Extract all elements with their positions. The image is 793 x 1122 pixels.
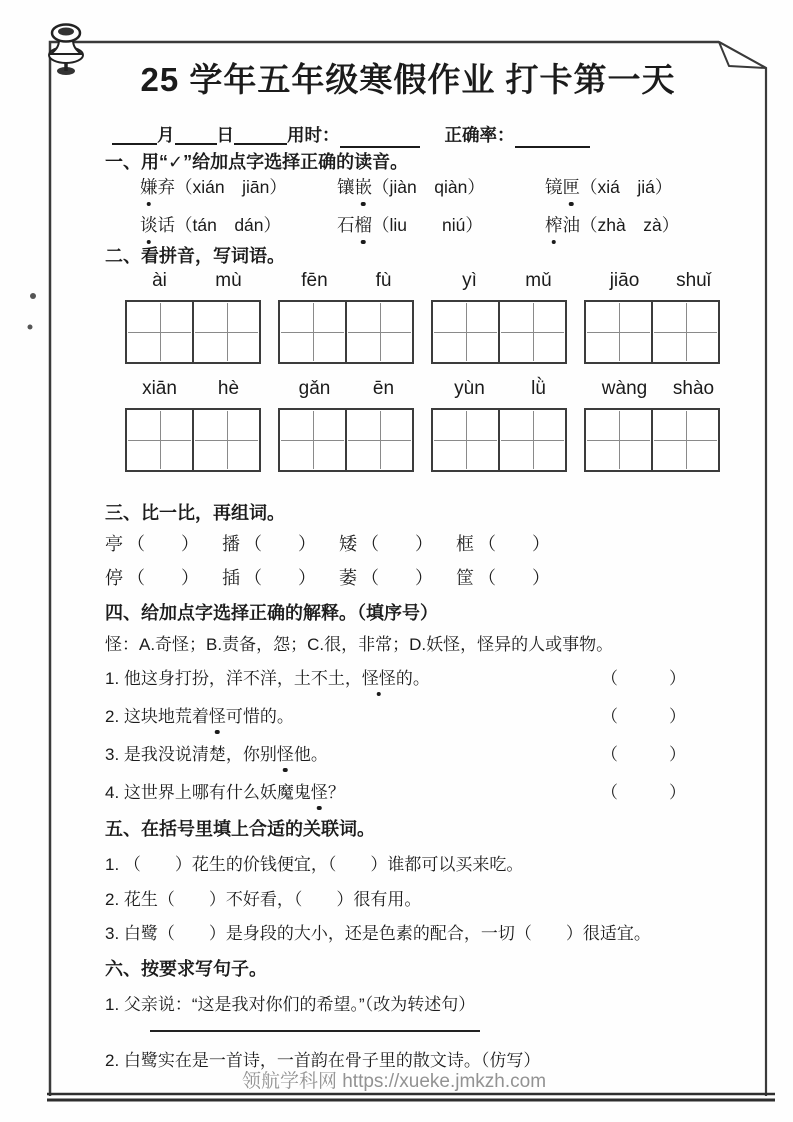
writing-grid-group bbox=[431, 300, 567, 364]
section-3-row-2 bbox=[105, 564, 573, 590]
writing-grid-box bbox=[431, 408, 500, 472]
watermark: 领航学科网 https://xueke.jmkzh.com bbox=[241, 1071, 547, 1092]
answer-parens: （ ） bbox=[244, 568, 316, 588]
pronunciation-item: 榨油（zhà zà） bbox=[545, 212, 679, 237]
pinyin-options: （jiàn qiàn） bbox=[372, 177, 485, 197]
pinyin-row-2 bbox=[125, 378, 745, 400]
accuracy-blank bbox=[515, 129, 590, 149]
word-compare-item: 插 （ ） bbox=[222, 568, 316, 588]
extra-blank bbox=[234, 126, 287, 146]
word-compare-item: 播 （ ） bbox=[222, 534, 316, 554]
dotted-char: 怪怪 bbox=[362, 664, 396, 689]
word-compare-item: 停 （ ） bbox=[105, 568, 199, 588]
pinyin-options: （liu niú） bbox=[372, 215, 483, 235]
time-label: 用时： bbox=[287, 125, 340, 145]
section-1-row-1 bbox=[140, 174, 672, 199]
section-1-heading: 一、用“✓”给加点字选择正确的读音。 bbox=[105, 152, 409, 172]
date-score-line bbox=[112, 122, 590, 148]
dotted-char: 榴 bbox=[355, 212, 373, 237]
pinyin-options: （xián jiān） bbox=[175, 177, 287, 197]
sentence: 4. 这世界上哪有什么妖魔鬼怪？ bbox=[105, 778, 345, 803]
section-2-heading: 二、看拼音，写词语。 bbox=[105, 246, 285, 266]
answer-parens: （ ） bbox=[601, 669, 686, 688]
dotted-char: 榨 bbox=[545, 212, 563, 237]
pinyin-pair: yì mǔ bbox=[462, 270, 552, 291]
writing-grid-box bbox=[431, 300, 500, 364]
sentence-task-item: 2. 白鹭实在是一首诗，一首韵在骨子里的散文诗。（仿写） bbox=[105, 1051, 541, 1070]
conjunction-item: 1. （ ）花生的价钱便宜，（ ）谁都可以买来吃。 bbox=[105, 855, 524, 874]
meaning-item bbox=[105, 778, 686, 803]
pinyin-options: （tán dán） bbox=[175, 215, 282, 235]
writing-grid-box bbox=[584, 300, 653, 364]
pronunciation-item: 镜匣（xiá jiá） bbox=[545, 174, 672, 199]
scan-speck bbox=[30, 293, 36, 299]
dotted-char: 怪 bbox=[311, 778, 328, 803]
writing-grid-box bbox=[278, 300, 347, 364]
writing-grid-box bbox=[192, 408, 261, 472]
pinyin-pair: gǎn ēn bbox=[298, 378, 395, 399]
section-3-row-1 bbox=[105, 530, 573, 556]
pinyin-pair: wàng shào bbox=[601, 378, 715, 399]
answer-parens: （ ） bbox=[361, 534, 433, 554]
word-compare-item: 萎 （ ） bbox=[339, 568, 433, 588]
writing-grid-box bbox=[651, 300, 720, 364]
answer-line bbox=[150, 1030, 480, 1032]
meaning-item bbox=[105, 702, 686, 727]
writing-grid-group bbox=[584, 408, 720, 472]
dotted-char: 怪 bbox=[209, 702, 226, 727]
answer-parens: （ ） bbox=[478, 568, 550, 588]
writing-grid-group bbox=[278, 300, 414, 364]
pronunciation-item: 石榴（liu niú） bbox=[337, 212, 545, 237]
pinyin-pair: ài mù bbox=[152, 270, 242, 291]
writing-grid-box bbox=[498, 300, 567, 364]
page-title: 25 学年五年级寒假作业 打卡第一天 bbox=[140, 61, 676, 98]
time-blank bbox=[340, 129, 420, 149]
answer-parens: （ ） bbox=[601, 707, 686, 726]
answer-parens: （ ） bbox=[127, 534, 199, 554]
answer-parens: （ ） bbox=[478, 534, 550, 554]
answer-parens: （ ） bbox=[244, 534, 316, 554]
section-5-heading: 五、在括号里填上合适的关联词。 bbox=[105, 819, 375, 839]
conjunction-item: 2. 花生（ ）不好看，（ ）很有用。 bbox=[105, 890, 422, 909]
section-4-legend: 怪：A.奇怪；B.责备，怨；C.很，非常；D.妖怪，怪异的人或事物。 bbox=[105, 635, 614, 654]
pinyin-pair: jiāo shuǐ bbox=[609, 270, 711, 291]
pinyin-pair: xiān hè bbox=[142, 378, 240, 399]
accuracy-label: 正确率： bbox=[444, 125, 515, 145]
writing-grid-box bbox=[125, 408, 194, 472]
month-label: 月 bbox=[157, 125, 175, 145]
pinyin-options: （zhà zà） bbox=[580, 215, 680, 235]
section-3-heading: 三、比一比，再组词。 bbox=[105, 503, 285, 523]
sentence-task-item: 1. 父亲说：“这是我对你们的希望。”（改为转述句） bbox=[105, 995, 476, 1014]
section-6-heading: 六、按要求写句子。 bbox=[105, 959, 267, 979]
day-blank bbox=[175, 126, 217, 146]
writing-grid-row-2 bbox=[125, 408, 737, 472]
scan-speck bbox=[28, 325, 33, 330]
writing-grid-box bbox=[278, 408, 347, 472]
word-compare-item: 筐 （ ） bbox=[456, 568, 550, 588]
word-compare-item: 框 （ ） bbox=[456, 534, 550, 554]
dotted-char: 匣 bbox=[563, 174, 581, 199]
conjunction-item: 3. 白鹭（ ）是身段的大小，还是色素的配合，一切（ ）很适宜。 bbox=[105, 924, 651, 943]
writing-grid-row-1 bbox=[125, 300, 737, 364]
writing-grid-box bbox=[192, 300, 261, 364]
writing-grid-group bbox=[584, 300, 720, 364]
meaning-item bbox=[105, 664, 686, 689]
pronunciation-item: 嫌弃（xián jiān） bbox=[140, 174, 337, 199]
writing-grid-box bbox=[651, 408, 720, 472]
section-4-heading: 四、给加点字选择正确的解释。（填序号） bbox=[105, 603, 438, 623]
dotted-char: 怪 bbox=[277, 740, 294, 765]
dotted-char: 谈 bbox=[140, 212, 158, 237]
writing-grid-box bbox=[345, 300, 414, 364]
month-blank bbox=[112, 126, 157, 146]
pronunciation-item: 谈话（tán dán） bbox=[140, 212, 337, 237]
answer-parens: （ ） bbox=[601, 745, 686, 764]
sentence: 2. 这块地荒着怪可惜的。 bbox=[105, 702, 294, 727]
writing-grid-box bbox=[125, 300, 194, 364]
worksheet-page bbox=[50, 42, 766, 1104]
writing-grid-box bbox=[345, 408, 414, 472]
writing-grid-group bbox=[278, 408, 414, 472]
sentence: 1. 他这身打扮，洋不洋，土不土，怪怪的。 bbox=[105, 664, 430, 689]
pinyin-row-1 bbox=[125, 270, 745, 292]
writing-grid-group bbox=[431, 408, 567, 472]
answer-parens: （ ） bbox=[127, 568, 199, 588]
section-1-row-2 bbox=[140, 212, 679, 237]
writing-grid-group bbox=[125, 300, 261, 364]
sentence: 3. 是我没说清楚，你别怪他。 bbox=[105, 740, 328, 765]
meaning-item bbox=[105, 740, 686, 765]
pinyin-pair: fēn fù bbox=[301, 270, 392, 291]
writing-grid-box bbox=[584, 408, 653, 472]
word-compare-item: 亭 （ ） bbox=[105, 534, 199, 554]
writing-grid-box bbox=[498, 408, 567, 472]
dotted-char: 嵌 bbox=[355, 174, 373, 199]
pinyin-pair: yùn lǜ bbox=[454, 378, 546, 399]
pinyin-options: （xiá jiá） bbox=[580, 177, 673, 197]
dotted-char: 嫌 bbox=[140, 174, 158, 199]
writing-grid-group bbox=[125, 408, 261, 472]
day-label: 日 bbox=[216, 125, 234, 145]
answer-parens: （ ） bbox=[601, 783, 686, 802]
pronunciation-item: 镶嵌（jiàn qiàn） bbox=[337, 174, 545, 199]
answer-parens: （ ） bbox=[361, 568, 433, 588]
word-compare-item: 矮 （ ） bbox=[339, 534, 433, 554]
